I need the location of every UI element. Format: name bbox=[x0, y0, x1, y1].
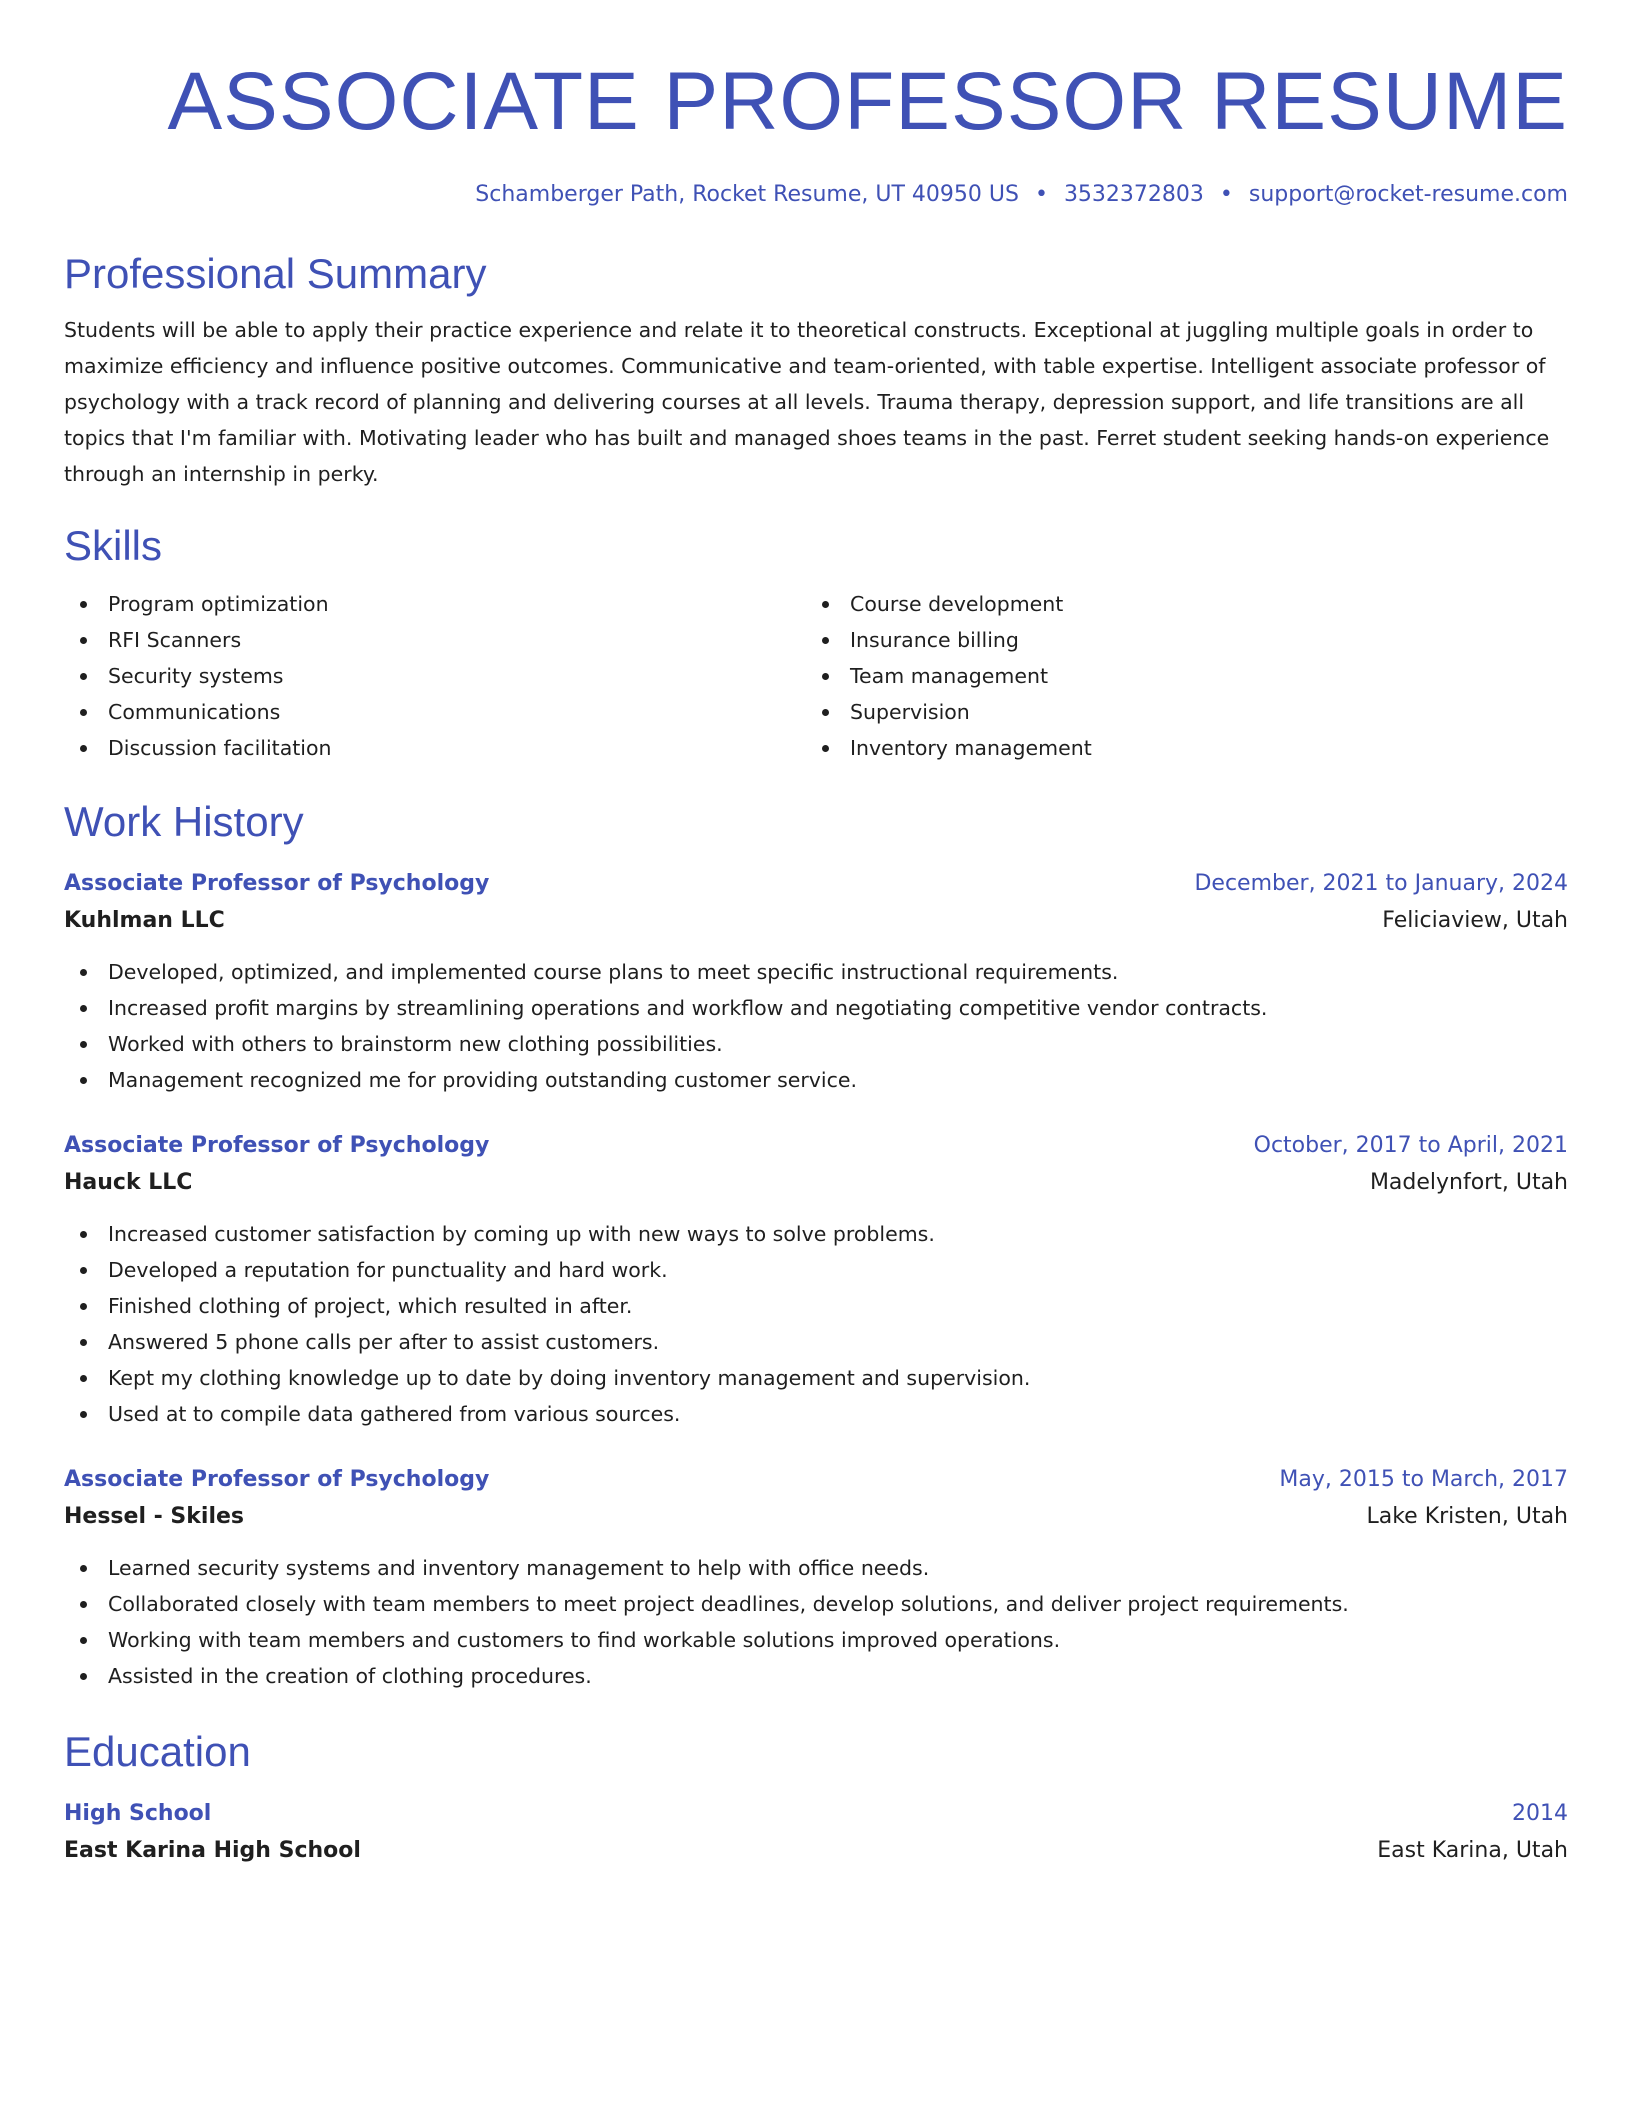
education-degree: High School bbox=[64, 1801, 212, 1826]
contact-separator: • bbox=[1034, 182, 1048, 207]
education-school: East Karina High School bbox=[64, 1838, 361, 1863]
job-location: Madelynfort, Utah bbox=[1369, 1170, 1568, 1195]
job-bullets bbox=[64, 1216, 1568, 1432]
education-heading: Education bbox=[64, 1728, 251, 1775]
job-bullet: Learned security systems and inventory management to help with office needs. bbox=[64, 1550, 1568, 1586]
job-dates: May, 2015 to March, 2017 bbox=[1279, 1467, 1568, 1492]
job-entry bbox=[64, 1128, 1568, 1432]
job-bullet: Assisted in the creation of clothing procedures. bbox=[64, 1658, 1568, 1694]
education-entry bbox=[64, 1796, 1568, 1870]
job-bullet: Finished clothing of project, which resulted in after. bbox=[64, 1288, 1568, 1324]
contact-email[interactable]: support@rocket-resume.com bbox=[1248, 182, 1568, 207]
job-bullet: Worked with others to brainstorm new clothing possibilities. bbox=[64, 1026, 1568, 1062]
job-bullet: Increased customer satisfaction by coming up with new ways to solve problems. bbox=[64, 1216, 1568, 1252]
job-bullet: Developed a reputation for punctuality and hard work. bbox=[64, 1252, 1568, 1288]
job-bullet: Collaborated closely with team members to meet project deadlines, develop solutions, and deliver project requirements. bbox=[64, 1586, 1568, 1622]
job-bullet: Developed, optimized, and implemented course plans to meet specific instructional requirements. bbox=[64, 954, 1568, 990]
job-bullet: Management recognized me for providing outstanding customer service. bbox=[64, 1062, 1568, 1098]
skill-item: Security systems bbox=[64, 658, 806, 694]
contact-address: Schamberger Path, Rocket Resume, UT 40950 US bbox=[475, 182, 1019, 207]
work-history-heading: Work History bbox=[64, 798, 304, 845]
summary-text: Students will be able to apply their practice experience and relate it to theoretical constructs. Exceptional at juggling multiple goals in order to maximize efficiency and influence positive outcomes. Communicative and team-oriented, with table expertise. Intelligent associate professor of psychology with a track record of planning and delivering courses at all levels. Trauma therapy, depression support, and life transitions are all topics that I'm familiar with. Motivating leader who has built and managed shoes teams in the past. Ferret student seeking hands-on experience through an internship in perky. bbox=[64, 318, 1550, 486]
skill-item: Discussion facilitation bbox=[64, 730, 806, 766]
skills-column-right bbox=[806, 586, 1548, 766]
job-bullet: Answered 5 phone calls per after to assist customers. bbox=[64, 1324, 1568, 1360]
job-dates: December, 2021 to January, 2024 bbox=[1194, 871, 1568, 896]
job-company: Kuhlman LLC bbox=[64, 908, 225, 933]
skill-item: Program optimization bbox=[64, 586, 806, 622]
job-location: Lake Kristen, Utah bbox=[1366, 1504, 1568, 1529]
skill-item: RFI Scanners bbox=[64, 622, 806, 658]
job-dates: October, 2017 to April, 2021 bbox=[1253, 1133, 1568, 1158]
contact-phone[interactable]: 3532372803 bbox=[1063, 182, 1204, 207]
job-bullet: Increased profit margins by streamlining operations and workflow and negotiating competitive vendor contracts. bbox=[64, 990, 1568, 1026]
skill-item: Supervision bbox=[806, 694, 1548, 730]
job-role: Associate Professor of Psychology bbox=[64, 1133, 490, 1158]
skill-item: Team management bbox=[806, 658, 1548, 694]
job-company: Hessel - Skiles bbox=[64, 1504, 245, 1529]
contact-line bbox=[64, 180, 1568, 210]
contact-separator: • bbox=[1219, 182, 1233, 207]
education-year: 2014 bbox=[1512, 1801, 1568, 1826]
summary-heading: Professional Summary bbox=[64, 250, 487, 297]
skill-item: Course development bbox=[806, 586, 1548, 622]
skill-item: Communications bbox=[64, 694, 806, 730]
job-role: Associate Professor of Psychology bbox=[64, 1467, 490, 1492]
job-location: Feliciaview, Utah bbox=[1382, 908, 1568, 933]
job-bullet: Working with team members and customers to find workable solutions improved operations. bbox=[64, 1622, 1568, 1658]
skills-list bbox=[64, 586, 1568, 766]
skills-heading: Skills bbox=[64, 522, 163, 569]
job-bullet: Kept my clothing knowledge up to date by doing inventory management and supervision. bbox=[64, 1360, 1568, 1396]
education-location: East Karina, Utah bbox=[1377, 1838, 1568, 1863]
job-entry bbox=[64, 866, 1568, 1098]
job-bullets bbox=[64, 954, 1568, 1098]
job-entry bbox=[64, 1462, 1568, 1694]
skill-item: Inventory management bbox=[806, 730, 1548, 766]
skills-column-left bbox=[64, 586, 806, 766]
job-company: Hauck LLC bbox=[64, 1170, 193, 1195]
resume-title: ASSOCIATE PROFESSOR RESUME bbox=[167, 56, 1568, 147]
job-bullets bbox=[64, 1550, 1568, 1694]
job-role: Associate Professor of Psychology bbox=[64, 871, 490, 896]
job-bullet: Used at to compile data gathered from various sources. bbox=[64, 1396, 1568, 1432]
skill-item: Insurance billing bbox=[806, 622, 1548, 658]
